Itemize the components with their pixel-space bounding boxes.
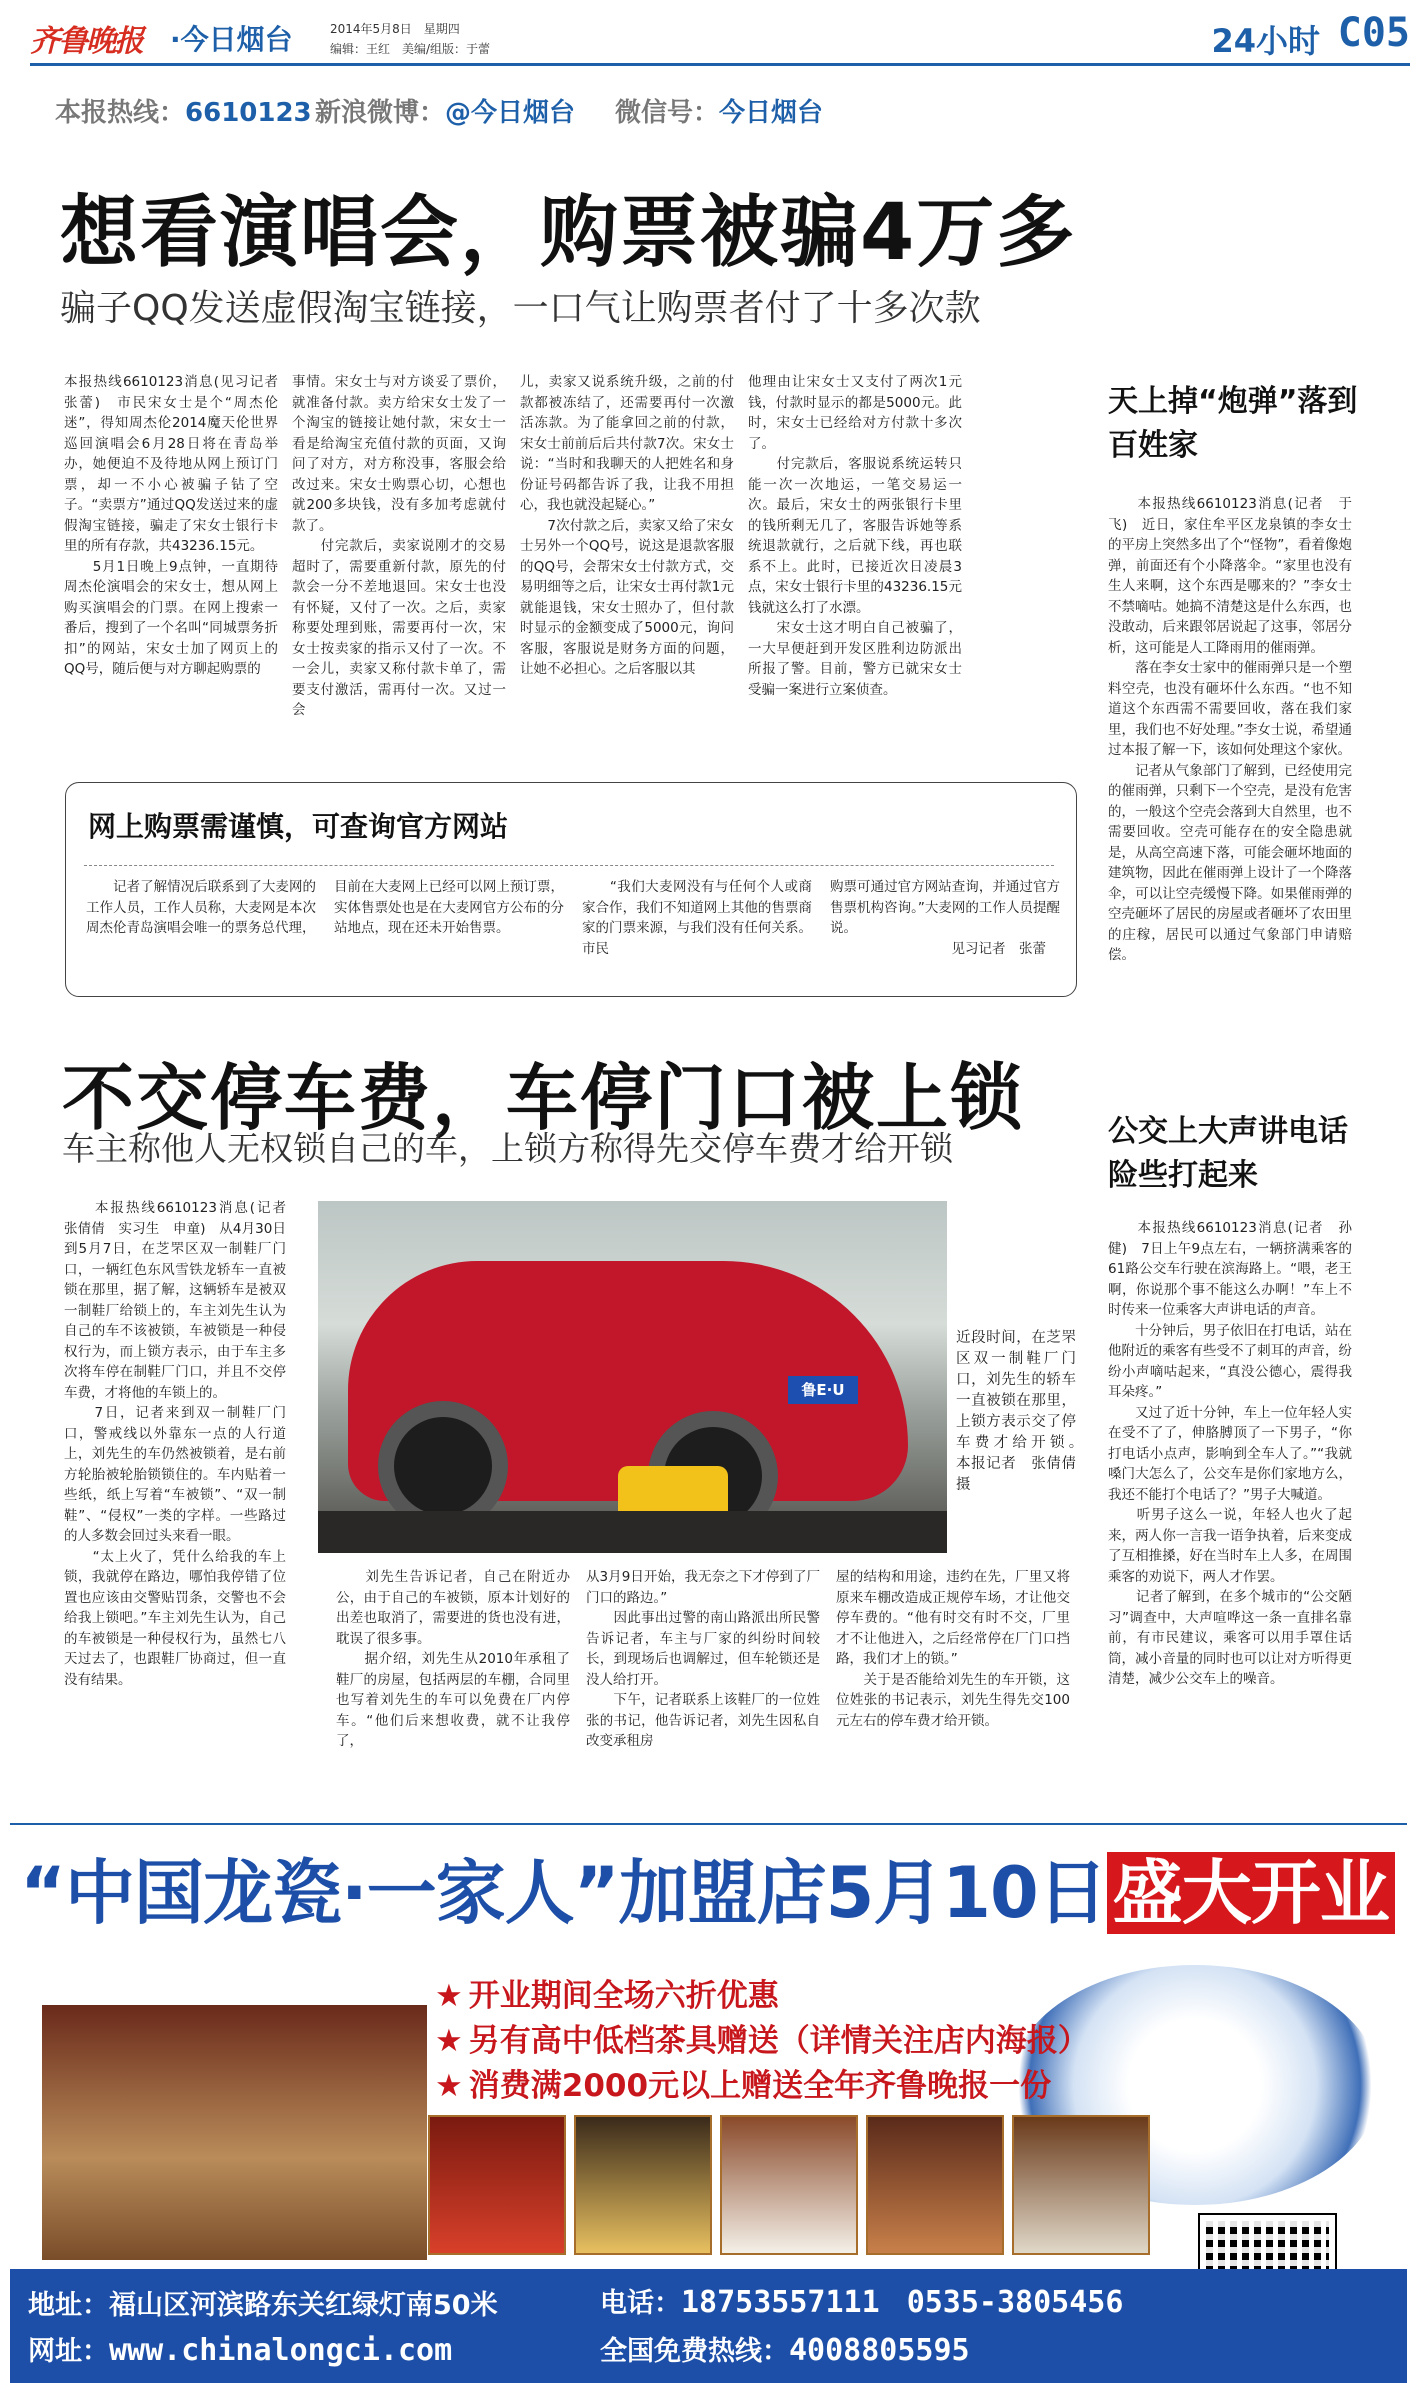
- ground-strip: [318, 1511, 947, 1553]
- notice-divider: [84, 865, 1054, 866]
- license-plate: 鲁E·U: [788, 1376, 858, 1404]
- product-thumbnail: [866, 2115, 1004, 2255]
- story2-subheadline: 车主称他人无权锁自己的车，上锁方称得先交停车费才给开锁: [62, 1129, 953, 1168]
- notice-column-2: 目前在大麦网上已经可以网上预订票，实体售票处也是在大麦网官方公布的分站地点，现在还未开始售票。: [334, 879, 564, 936]
- page-header: [30, 6, 1410, 66]
- notice-column-1: 记者了解情况后联系到了大麦网的工作人员，工作人员称，大麦网是本次周杰伦青岛演唱会唯一的票务总代理，: [86, 879, 316, 936]
- story1-column-2: 事情。宋女士与对方谈妥了票价，就准备付款。卖方给宋女士发了一个淘宝的链接让她付款，宋女士一看是给淘宝充值付款的页面，又询问了对方，对方称没事，客服会给改过来。宋女士购票心切，心想也就200多块钱，没有多加考虑就付款了。 付完款后，卖家说刚才的交易超时了，需要重新付款，原先的付款会一分不差地退回。宋女士也没有怀疑，又付了一次。之后，卖家称要处理到账，需要再付一次，宋女士按卖家的指示又付了一次。不一会儿，卖家又称付款卡单了，需要支付激活，需再付一次。又过一会: [292, 374, 506, 718]
- ad-contact-footer: [10, 2269, 1407, 2383]
- story2-column-1: 本报热线6610123消息(记者 张倩倩 实习生 申童) 从4月30日到5月7日，在芝罘区双一制鞋厂门口，一辆红色东风雪铁龙轿车一直被锁在那里，据了解，这辆轿车是被双一制鞋厂给锁上的，车主刘先生认为自己的车不该被锁，车被锁是一种侵权行为，而上锁方表示，由于车主多次将车停在制鞋厂门口，并且不交停车费，才将他的车锁上的。 7日，记者来到双一制鞋厂门口，警戒线以外靠东一点的人行道上，刘先生的车仍然被锁着，是右前方轮胎被轮胎锁锁住的。车内贴着一些纸，纸上写着“车被锁”、“双一制鞋”、“侵权”一类的字样。一些路过的人多数会回过头来看一眼。 “太上火了，凭什么给我的车上锁，我就停在路边，哪怕我停错了位置也应该由交警贴罚条，交警也不会给我上锁吧。”车主刘先生认为，自己的车被锁是一种侵权行为，虽然七八天过去了，也跟鞋厂协商过，但一直没有结果。: [64, 1200, 286, 1688]
- photo-caption: 近段时间，在芝罘区双一制鞋厂门口，刘先生的轿车一直被锁在那里，上锁方表示交了停车费才给开锁。 本报记者 张倩倩 摄: [956, 1330, 1091, 1493]
- side1-headline: 天上掉“炮弹”落到百姓家: [1108, 384, 1358, 463]
- ad-address: 地址：福山区河滨路东关红绿灯南50米: [28, 2290, 498, 2321]
- product-thumbnail: [574, 2115, 712, 2255]
- hotline-item: 本报热线：6610123: [55, 98, 312, 128]
- ad-phone: 电话：18753557111 0535-3805456: [600, 2285, 1124, 2320]
- store-interior-image: [42, 2005, 427, 2260]
- ad-bullet-2: ★ 另有高中低档茶具赠送（详情关注店内海报）: [435, 2023, 1089, 2059]
- hotline-bar: [55, 92, 1355, 132]
- editor-credits: 编辑：王红 美编/组版：于蕾: [330, 42, 491, 56]
- side2-headline: 公交上大声讲电话险些打起来: [1108, 1114, 1348, 1193]
- ad-bullet-3: ★ 消费满2000元以上赠送全年齐鲁晚报一份: [435, 2068, 1052, 2104]
- wechat-item: 微信号：今日烟台: [615, 98, 824, 128]
- ad-bullet-1: ★ 开业期间全场六折优惠: [435, 1978, 779, 2014]
- news-photo-locked-car: [318, 1201, 947, 1553]
- star-icon: ★: [435, 2023, 463, 2059]
- story1-column-4: 他理由让宋女士又支付了两次1元钱，付款时显示的都是5000元。此时，宋女士已经给对方付款十多次了。 付完款后，客服说系统运转只能一次一次地运，一笔交易运一次。最后，宋女士的两张银行卡里的钱所剩无几了，客服告诉她等系统退款就行，之后就下线，再也联系不上。此时，已接近次日凌晨3点，宋女士银行卡里的43236.15元钱就这么打了水漂。 宋女士这才明白自己被骗了，一大早便赶到开发区胜利边防派出所报了警。目前，警方已就宋女士受骗一案进行立案侦查。: [748, 374, 962, 698]
- story1-column-1: 本报热线6610123消息(见习记者 张蕾) 市民宋女士是个“周杰伦迷”，得知周杰伦2014魔天伦世界巡回演唱会6月28日将在青岛举办，她便迫不及待地从网上预订门票，却一不小心被骗子钻了空子。“卖票方”通过QQ发送过来的虚假淘宝链接，骗走了宋女士银行卡里的所有存款，共43236.15元。 5月1日晚上9点钟，一直期待周杰伦演唱会的宋女士，想从网上购买演唱会的门票。在网上搜索一番后，搜到了一个名叫“同城票务折扣”的网站，宋女士加了网页上的QQ号，随后便与对方聊起购票的: [64, 374, 278, 677]
- ad-website: 网址：www.chinalongci.com: [28, 2333, 453, 2368]
- product-thumbnail: [720, 2115, 858, 2255]
- advertisement: [10, 1823, 1407, 2381]
- story2-column-2: 刘先生告诉记者，自己在附近办公，由于自己的车被锁，原本计划好的出差也取消了，需要进的货也没有进，耽误了很多事。 据介绍，刘先生从2010年承租了鞋厂的房屋，包括两层的车棚，合同里也写着刘先生的车可以免费在厂内停车。“他们后来想收费，就不让我停了，: [336, 1569, 570, 1749]
- story2-headline: 不交停车费，车停门口被上锁: [62, 1056, 1025, 1140]
- story2-column-4: 屋的结构和用途，违约在先，厂里又将原来车棚改造成正规停车场，才让他交停车费的。“他有时交有时不交，厂里才不让他进入，之后经常停在厂门口挡路，我们才上的锁。” 关于是否能给刘先生的车开锁，这位姓张的书记表示，刘先生得先交100元左右的停车费才给开锁。: [836, 1569, 1070, 1729]
- story2-column-3: 从3月9日开始，我无奈之下才停到了厂门口的路边。” 因此事出过警的南山路派出所民警告诉记者，车主与厂家的纠纷时间较长，到现场后也调解过，但车轮锁还是没人给打开。 下午，记者联系上该鞋厂的一位姓张的书记，他告诉记者，刘先生因私自改变承租房: [586, 1569, 820, 1749]
- side1-body: 本报热线6610123消息(记者 于飞) 近日，家住牟平区龙泉镇的李女士的平房上突然多出了个“怪物”，看着像炮弹，前面还有个小降落伞。“家里也没有生人来啊，这个东西是哪来的？”李女士不禁嘀咕。她搞不清楚这是什么东西，也没敢动，后来跟邻居说起了这事，邻居分析，这可能是人工降雨用的催雨弹。 落在李女士家中的催雨弹只是一个塑料空壳，也没有砸坏什么东西。“也不知道这个东西需不需要回收，落在我们家里，我们也不好处理。”李女士说，希望通过本报了解一下，该如何处理这个家伙。 记者从气象部门了解到，已经使用完的催雨弹，只剩下一个空壳，是没有危害的，一般这个空壳会落到大自然里，也不需要回收。空壳可能存在的安全隐患就是，从高空高速下落，可能会砸坏地面的建筑物，因此在催雨弹上设计了一个降落伞，可以让空壳缓慢下降。如果催雨弹的空壳砸坏了居民的房屋或者砸坏了农田里的庄稼，居民可以通过气象部门申请赔偿。: [1108, 496, 1352, 963]
- notice-column-3: “我们大麦网没有与任何个人或商家合作，我们不知道网上其他的售票商家的门票来源，与我们没有任何关系。市民: [582, 879, 812, 957]
- page-number: C05: [1337, 10, 1410, 56]
- section-name: ·今日烟台: [170, 23, 293, 56]
- weibo-item: 新浪微博：@今日烟台: [315, 98, 576, 128]
- notice-title: 网上购票需谨慎，可查询官方网站: [88, 810, 509, 843]
- side2-body: 本报热线6610123消息(记者 孙健) 7日上午9点左右，一辆挤满乘客的61路公交车行驶在滨海路上。“喂，老王啊，你说那个事不能这么办啊！”车上不时传来一位乘客大声讲电话的声音。 十分钟后，男子依旧在打电话，站在他附近的乘客有些受不了刺耳的声音，纷纷小声嘀咕起来，“真没公德心，震得我耳朵疼。” 又过了近十分钟，车上一位年轻人实在受不了了，伸胳膊顶了一下男子，“你打电话小点声，影响到全车人了。”“我就嗓门大怎么了，公交车是你们家地方么，我还不能打个电话了？”男子大喊道。 听男子这么一说，年轻人也火了起来，两人你一言我一语争执着，后来变成了互相推搡，好在当时车上人多，在周围乘客的劝说下，两人才作罢。 记者了解到，在多个城市的“公交陋习”调查中，大声喧哗这一条一直排名靠前，有市民建议，乘客可以用手罩住话筒，减小音量的同时也可以让对方听得更清楚，减少公交车上的噪音。: [1108, 1220, 1352, 1687]
- ad-free-hotline: 全国免费热线：4008805595: [600, 2333, 970, 2368]
- star-icon: ★: [435, 2068, 463, 2104]
- ad-headline: “中国龙瓷·一家人”加盟店5月10日盛大开业: [20, 1837, 1395, 1938]
- product-thumbnail: [1012, 2115, 1150, 2255]
- story1-column-3: 儿，卖家又说系统升级，之前的付款都被冻结了，还需要再付一次激活冻款。为了能拿回之前的付款，宋女士前前后后共付款7次。宋女士说：“当时和我聊天的人把姓名和身份证号码都告诉了我，让我不用担心，我也就没起疑心。” 7次付款之后，卖家又给了宋女士另外一个QQ号，说这是退款客服的QQ号，会帮宋女士付款方式，交易明细等之后，让宋女士再付款1元就能退钱，宋女士照办了，但付款时显示的金额变成了5000元，询问客服，客服说是财务方面的问题，让她不必担心。之后客服以其: [520, 374, 734, 677]
- newspaper-logo: 齐鲁晚报: [30, 24, 142, 59]
- story1-subheadline: 骗子QQ发送虚假淘宝链接，一口气让购票者付了十多次款: [60, 288, 981, 329]
- edition-label: 24小时: [1211, 22, 1320, 60]
- notice-box: [65, 782, 1077, 997]
- story1-headline: 想看演唱会，购票被骗4万多: [60, 188, 1077, 278]
- notice-column-4: 购票可通过官方网站查询，并通过官方售票机构咨询。”大麦网的工作人员提醒说。 见习记者 张蕾: [830, 879, 1060, 957]
- issue-date: 2014年5月8日 星期四: [330, 22, 460, 36]
- star-icon: ★: [435, 1978, 463, 2014]
- product-thumbnail: [428, 2115, 566, 2255]
